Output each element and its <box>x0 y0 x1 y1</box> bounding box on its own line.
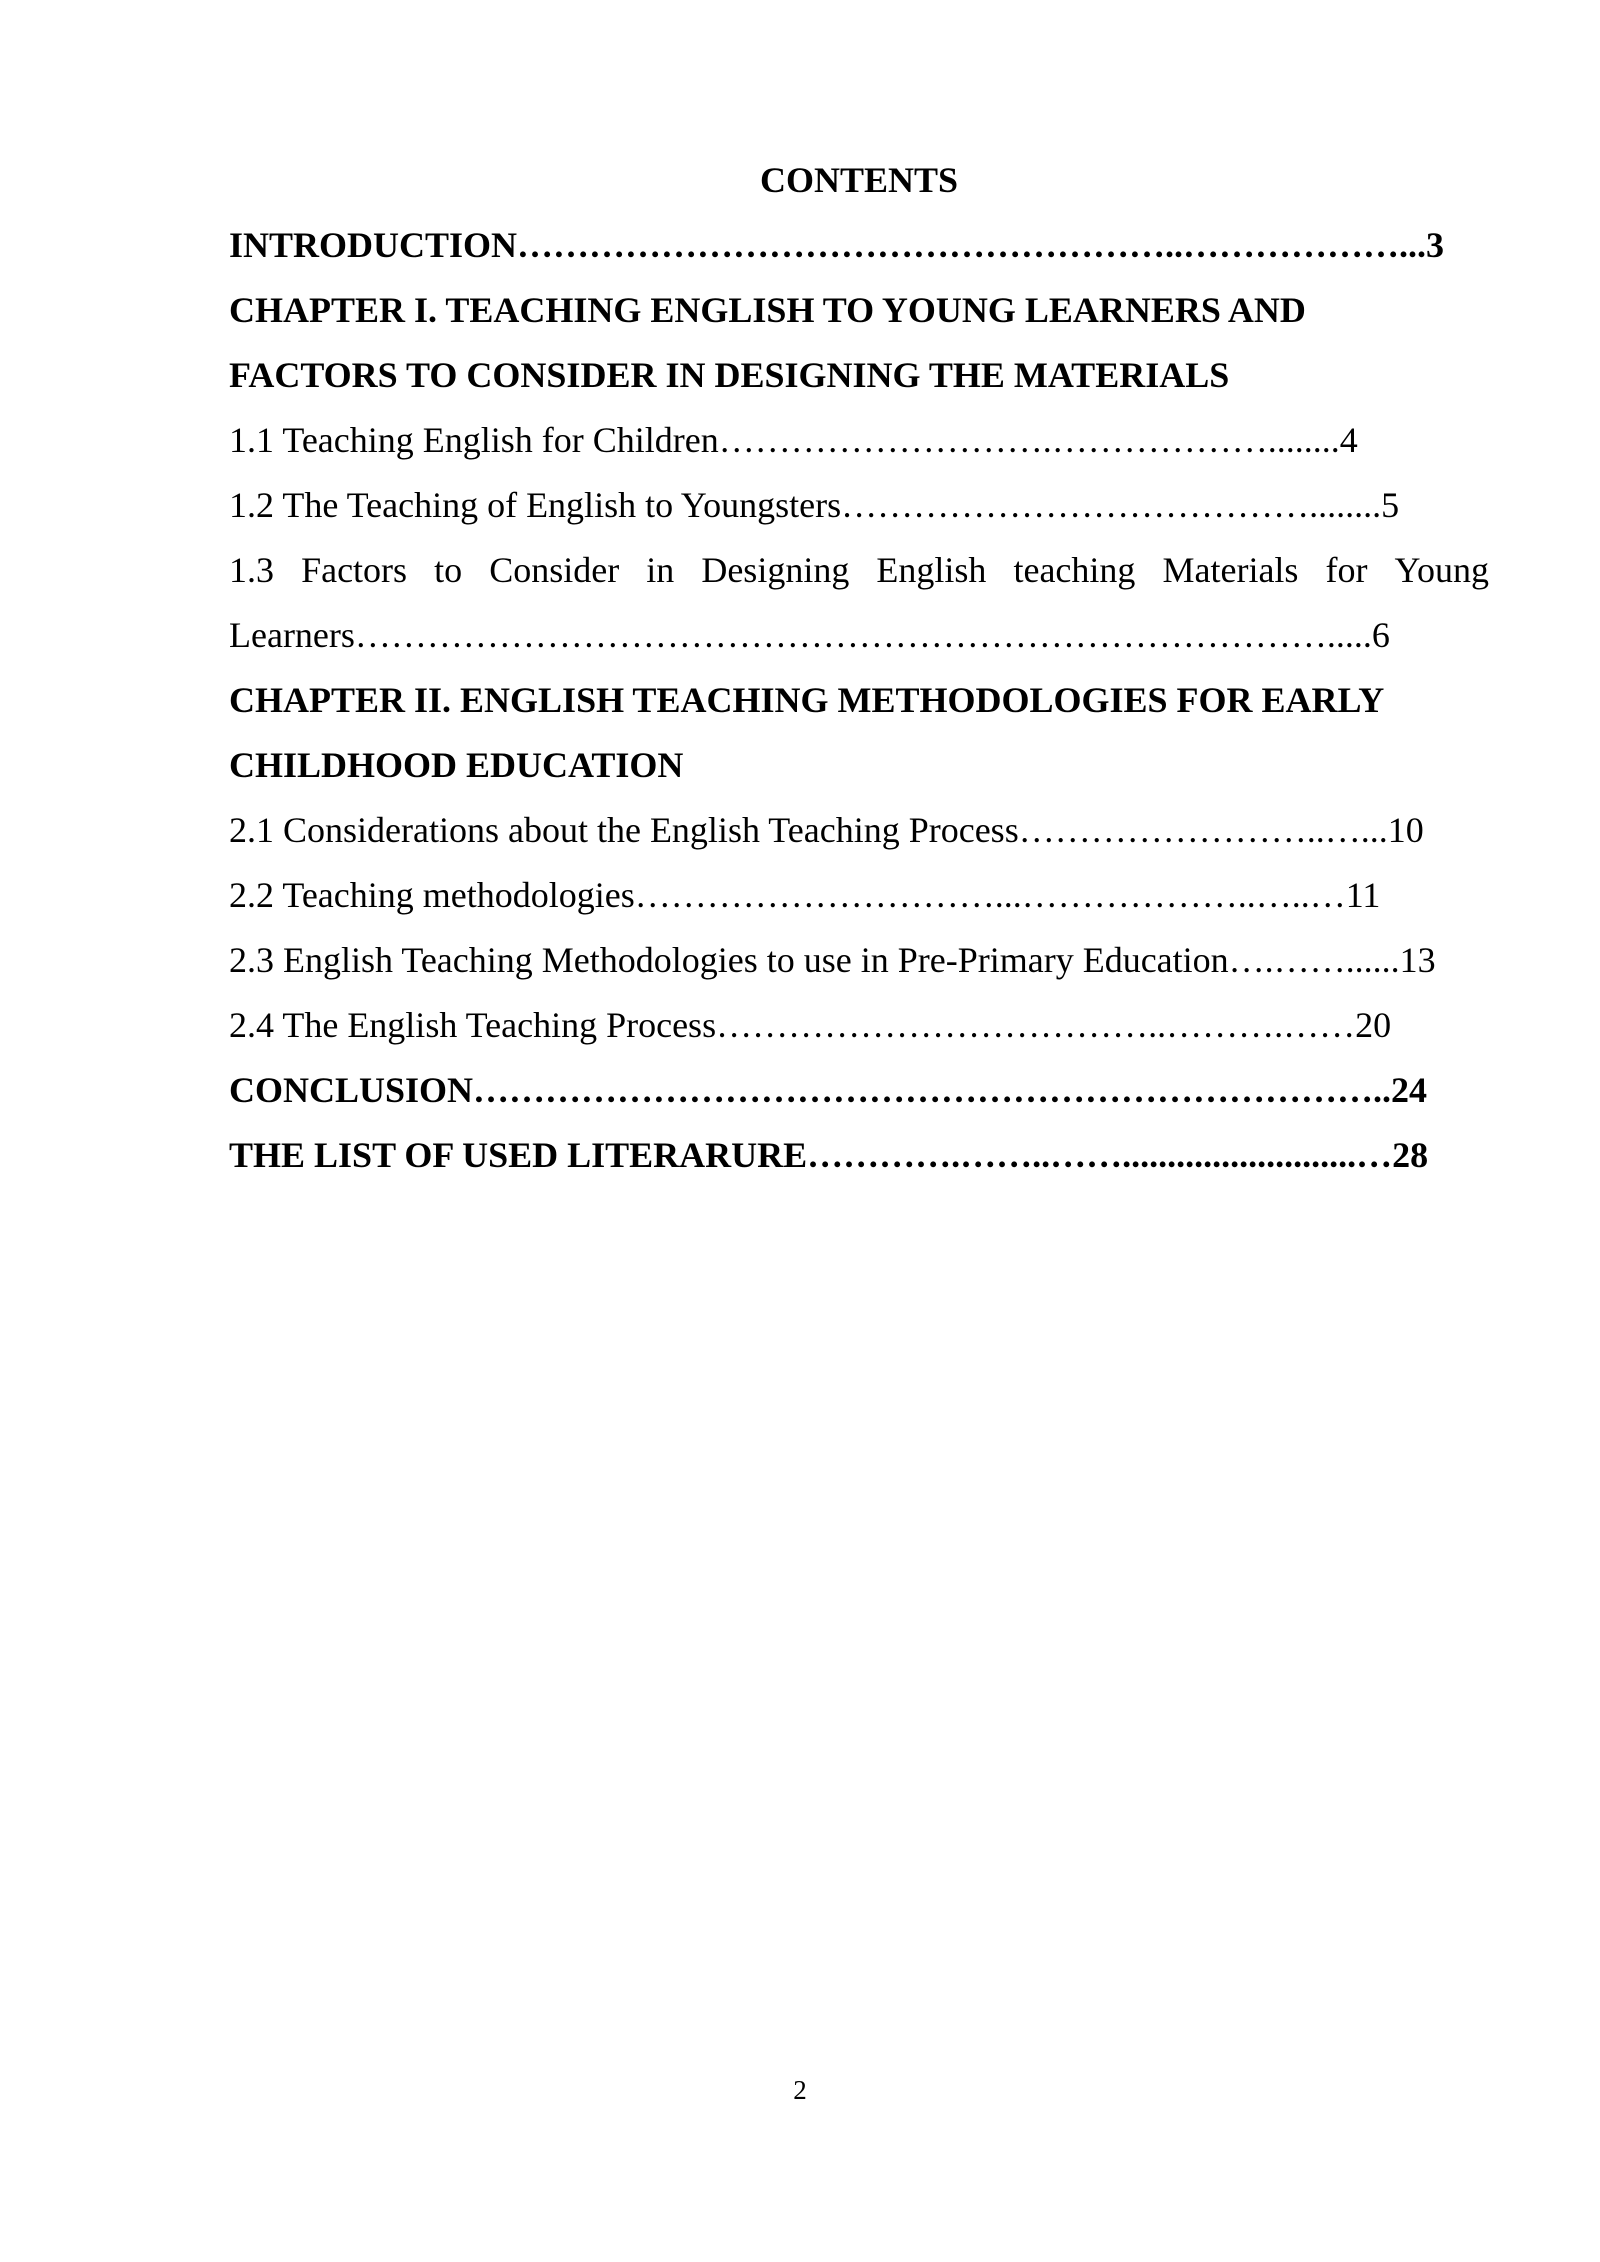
toc-chapter-2-heading-line-2: CHILDHOOD EDUCATION <box>229 745 684 785</box>
toc-entry-conclusion: CONCLUSION…………………………………………………………………..24 <box>229 1070 1428 1110</box>
toc-word: in <box>646 550 675 590</box>
toc-word: English <box>876 550 987 590</box>
toc-entry-2-4: 2.4 The English Teaching Process………………………………..……….……20 <box>229 1005 1392 1045</box>
toc-word: to <box>434 550 463 590</box>
toc-word: teaching <box>1013 550 1136 590</box>
toc-word: Consider <box>489 550 620 590</box>
contents-title: CONTENTS <box>759 160 959 200</box>
toc-word: Factors <box>301 550 408 590</box>
toc-entry-literature: THE LIST OF USED LITERARURE………….……..……..........................…28 <box>229 1135 1429 1175</box>
toc-word: 1.3 <box>229 550 274 590</box>
toc-entry-1-3-line-1 <box>229 538 1489 603</box>
toc-entry-1-1: 1.1 Teaching English for Children……………………….………………........4 <box>229 420 1358 460</box>
toc-entry-2-1: 2.1 Considerations about the English Teaching Process……………………..…...10 <box>229 810 1424 850</box>
toc-word: for <box>1325 550 1368 590</box>
toc-word: Young <box>1394 550 1489 590</box>
toc-chapter-1-heading-line-2: FACTORS TO CONSIDER IN DESIGNING THE MATERIALS <box>229 355 1230 395</box>
page-number: 2 <box>793 2075 807 2105</box>
toc-chapter-1-heading-line-1: CHAPTER I. TEACHING ENGLISH TO YOUNG LEARNERS AND <box>229 290 1306 330</box>
toc-entry-1-3-line-2: Learners……………………………………………………………………….....6 <box>229 615 1390 655</box>
table-of-contents <box>229 148 1489 1188</box>
toc-word: Materials <box>1162 550 1299 590</box>
toc-chapter-2-heading-line-1: CHAPTER II. ENGLISH TEACHING METHODOLOGIES FOR EARLY <box>229 680 1385 720</box>
toc-word: Designing <box>701 550 850 590</box>
toc-entry-2-2: 2.2 Teaching methodologies…………………………...………………..…..…11 <box>229 875 1381 915</box>
toc-entry-2-3: 2.3 English Teaching Methodologies to use in Pre-Primary Education….……......13 <box>229 940 1436 980</box>
toc-entry-1-2: 1.2 The Teaching of English to Youngsters…………………………………........5 <box>229 485 1400 525</box>
toc-entry-introduction: INTRODUCTION………………………………………………..………………...3 <box>229 225 1445 265</box>
